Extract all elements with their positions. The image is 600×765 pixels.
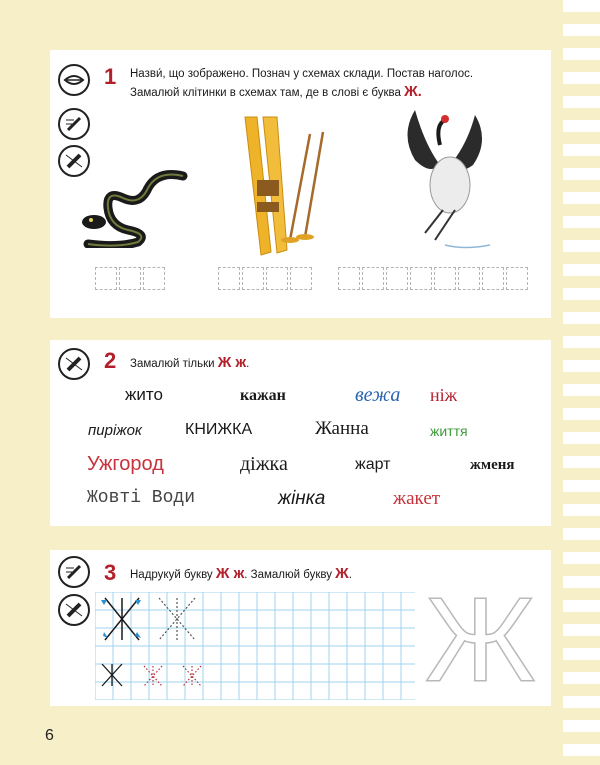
writing-grid[interactable]	[95, 592, 415, 700]
word-kazhan[interactable]: кажан	[240, 387, 286, 404]
task-1-line-2-text: Замалюй клітинки в схемах там, де в слові є буква	[130, 87, 401, 99]
task-3-instruction-part-2: . Замалюй букву	[244, 569, 332, 581]
word-nizh[interactable]: ніж	[430, 385, 458, 405]
pen-icon	[58, 348, 90, 380]
word-zhinka[interactable]: жінка	[278, 488, 326, 509]
word-zhovti-vody[interactable]: Жовті Води	[87, 488, 196, 508]
skis-picture	[235, 112, 340, 257]
task-2-letters: Ж ж	[217, 354, 247, 371]
task-1-letter: Ж.	[404, 83, 422, 100]
pen-icon	[58, 594, 90, 626]
decorative-stripes	[563, 0, 600, 765]
task-3-number: 3	[104, 560, 117, 585]
task-1-number: 1	[104, 64, 117, 89]
task-3-period: .	[348, 569, 352, 581]
word-dizhka[interactable]: діжка	[240, 453, 288, 475]
task-3-instruction	[130, 565, 352, 584]
task-1-line-1: Назви́, що зображено. Познач у схемах склади. Постав наголос.	[130, 68, 474, 80]
task-1-line-2	[130, 83, 473, 102]
syllable-scheme-1[interactable]	[95, 267, 167, 290]
pencil-icon	[58, 556, 90, 588]
task-1-card	[50, 50, 551, 318]
task-2-instruction	[130, 354, 249, 373]
word-zhaket[interactable]: жакет	[393, 488, 441, 509]
task-3-letter: Ж	[335, 565, 349, 582]
page-number: 6	[45, 727, 54, 744]
pencil-icon	[58, 108, 90, 140]
outline-letter: Ж	[425, 573, 536, 707]
task-1-instruction	[130, 66, 473, 102]
task-3-card	[50, 550, 551, 706]
task-3-letters: Ж ж	[215, 565, 245, 582]
word-vezha[interactable]: вежа	[355, 384, 401, 406]
lips-icon	[58, 64, 90, 96]
word-zhyttia[interactable]: життя	[430, 423, 468, 439]
word-zhart[interactable]: жарт	[355, 456, 391, 473]
task-2-card	[50, 340, 551, 526]
task-2-number: 2	[104, 348, 117, 373]
word-knyzhka[interactable]: КНИЖКА	[185, 421, 253, 438]
task-2-instruction-text: Замалюй тільки	[130, 358, 215, 370]
snake-picture	[78, 168, 193, 248]
syllable-scheme-2[interactable]	[218, 267, 314, 290]
syllable-scheme-3[interactable]	[338, 267, 530, 290]
word-uzhhorod[interactable]: Ужгород	[87, 453, 164, 475]
word-pyrizhok[interactable]: пиріжок	[88, 422, 143, 439]
word-zhyto[interactable]: жито	[125, 385, 163, 404]
task-3-instruction-part-1: Надрукуй букву	[130, 569, 213, 581]
task-2-period: .	[246, 358, 250, 370]
word-zhanna[interactable]: Жанна	[315, 418, 369, 439]
crane-picture	[395, 105, 495, 260]
word-zhmenia[interactable]: жменя	[470, 457, 515, 473]
